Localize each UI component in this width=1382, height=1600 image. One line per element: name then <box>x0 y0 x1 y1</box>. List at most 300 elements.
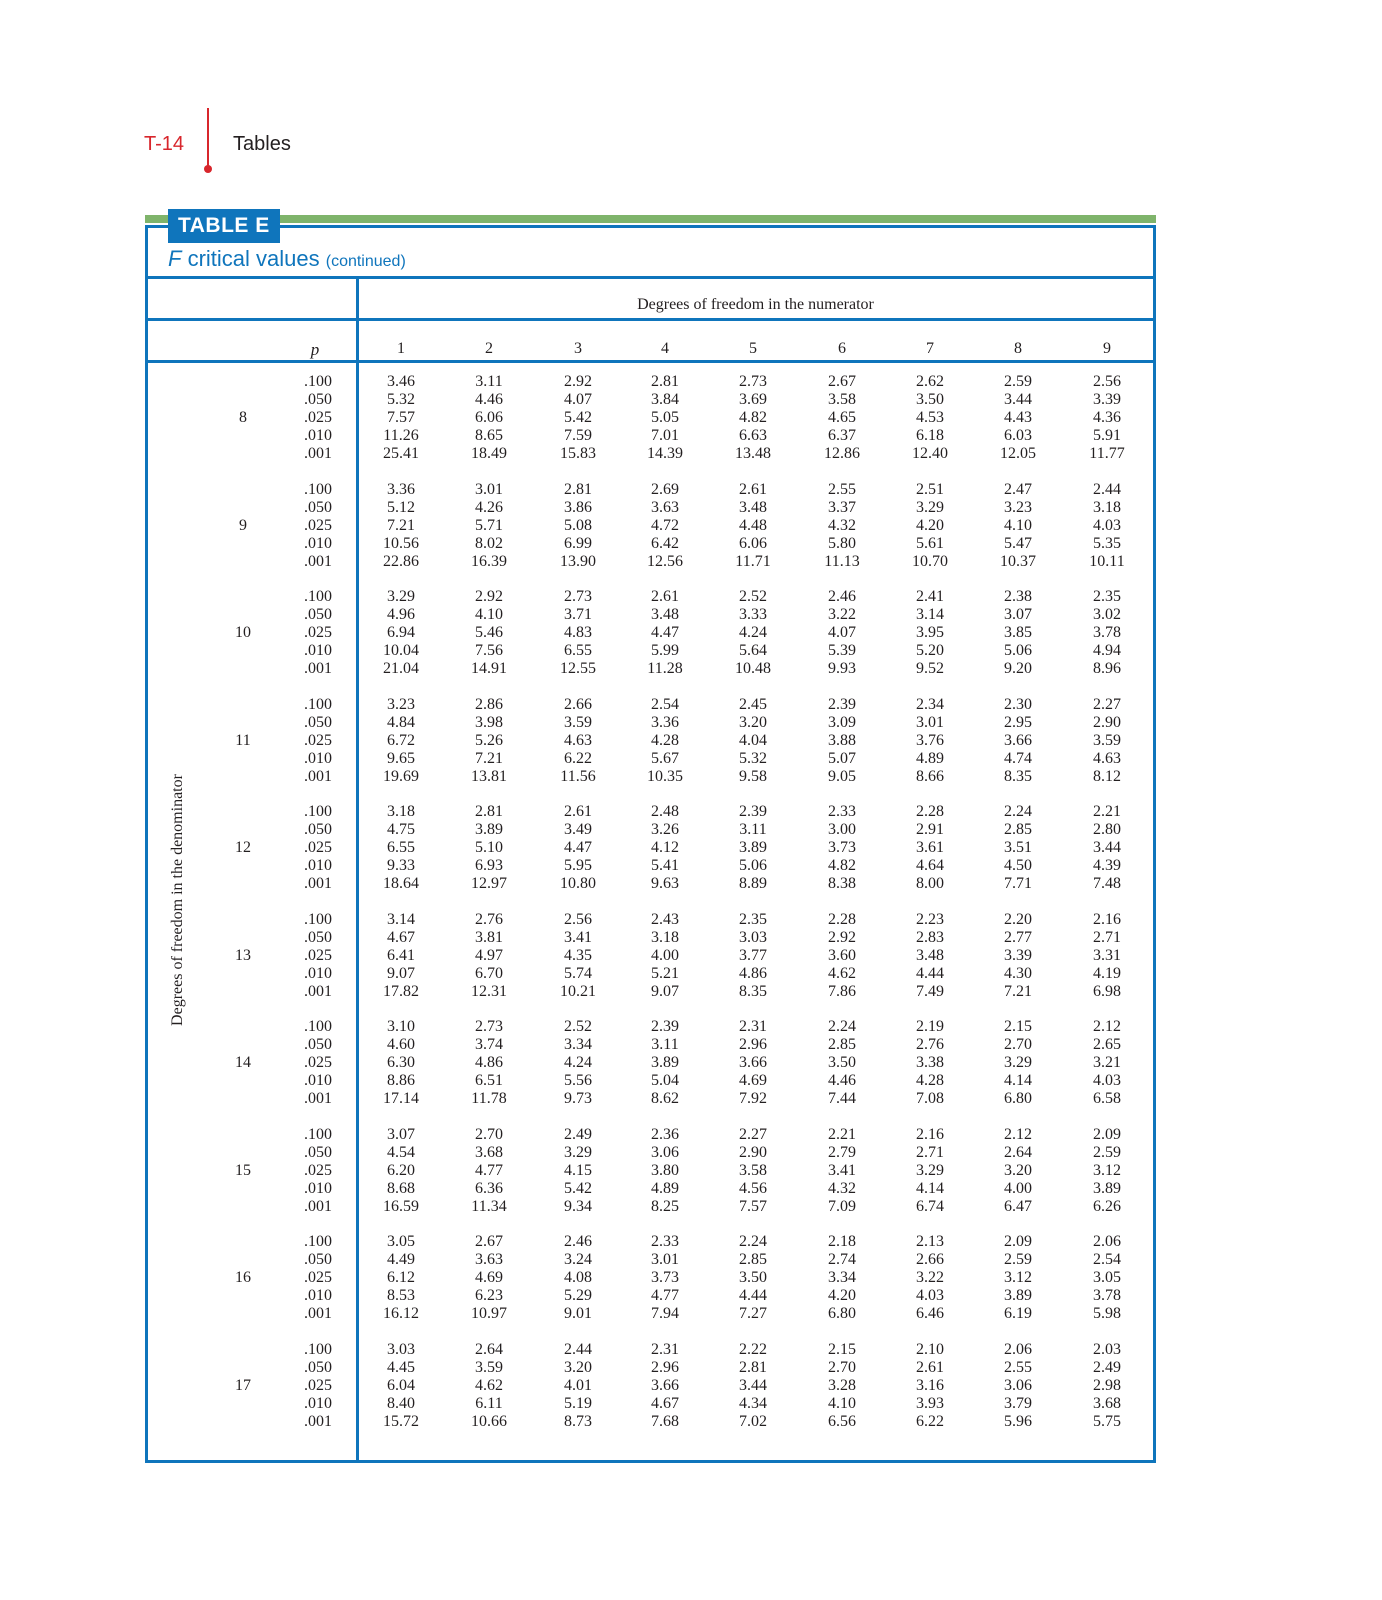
f-value-cell: 5.64 <box>739 642 767 659</box>
f-value-cell: 2.13 <box>916 1233 944 1250</box>
f-value-cell: 4.89 <box>916 749 944 767</box>
f-value-cell: 3.85 <box>1004 624 1032 641</box>
f-value-cell: 2.10 <box>916 1340 944 1358</box>
f-value-cell: 13.81 <box>471 767 507 785</box>
p-value: .001 <box>304 1197 332 1215</box>
f-value-cell: 4.24 <box>739 624 767 641</box>
f-value-cell: 3.48 <box>916 946 944 964</box>
p-value: .050 <box>304 1143 332 1161</box>
f-value-cell: 19.69 <box>383 767 419 785</box>
f-value-cell: 4.47 <box>564 839 592 856</box>
f-value-cell: 4.26 <box>475 498 503 516</box>
p-value: .001 <box>304 1305 332 1322</box>
f-value-cell: 2.69 <box>651 480 679 498</box>
p-value: .010 <box>304 1179 332 1197</box>
f-value-cell: 12.86 <box>824 445 860 462</box>
f-value-cell: 5.32 <box>387 391 415 408</box>
f-value-cell: 4.77 <box>475 1161 503 1179</box>
f-value-cell: 4.08 <box>564 1269 592 1286</box>
f-value-cell: 5.41 <box>651 857 679 874</box>
column-header-4: 4 <box>661 340 669 357</box>
f-value-cell: 7.09 <box>828 1197 856 1215</box>
f-value-cell: 5.42 <box>564 1179 592 1197</box>
f-value-cell: 4.62 <box>828 964 856 982</box>
f-value-cell: 5.74 <box>564 964 592 982</box>
f-value-cell: 9.07 <box>387 964 415 982</box>
f-value-cell: 6.46 <box>916 1305 944 1322</box>
f-value-cell: 2.06 <box>1093 1233 1121 1250</box>
f-value-cell: 2.39 <box>651 1018 679 1035</box>
p-value: .025 <box>304 1269 332 1286</box>
f-value-cell: 2.73 <box>475 1018 503 1035</box>
f-value-cell: 9.63 <box>651 875 679 892</box>
f-value-cell: 2.16 <box>1093 910 1121 928</box>
table-accent-bar <box>145 215 1156 223</box>
f-value-cell: 12.56 <box>647 552 683 570</box>
f-value-cell: 3.93 <box>916 1394 944 1412</box>
p-value: .100 <box>304 803 332 820</box>
f-value-cell: 5.98 <box>1093 1305 1121 1322</box>
column-header-5: 5 <box>749 340 757 357</box>
f-value-cell: 7.21 <box>475 749 503 767</box>
f-value-cell: 10.21 <box>560 982 596 1000</box>
f-value-cell: 7.44 <box>828 1090 856 1107</box>
f-value-cell: 4.53 <box>916 409 944 426</box>
f-value-cell: 3.88 <box>828 731 856 749</box>
f-value-cell: 2.28 <box>916 803 944 820</box>
f-value-cell: 3.29 <box>1004 1054 1032 1071</box>
f-value-cell: 2.80 <box>1093 821 1121 838</box>
f-value-cell: 11.13 <box>824 552 860 570</box>
f-value-cell: 3.29 <box>916 1161 944 1179</box>
f-value-cell: 3.23 <box>1004 498 1032 516</box>
p-value: .001 <box>304 875 332 892</box>
f-value-cell: 2.31 <box>651 1340 679 1358</box>
f-value-cell: 2.83 <box>916 928 944 946</box>
f-value-cell: 6.23 <box>475 1287 503 1304</box>
f-value-cell: 2.81 <box>739 1358 767 1376</box>
f-value-cell: 8.62 <box>651 1090 679 1107</box>
f-value-cell: 2.06 <box>1004 1340 1032 1358</box>
numerator-rule <box>145 318 1156 321</box>
f-value-cell: 4.63 <box>564 731 592 749</box>
f-value-cell: 2.39 <box>739 803 767 820</box>
numerator-header: Degrees of freedom in the numerator <box>637 296 874 313</box>
f-value-cell: 3.01 <box>475 480 503 498</box>
f-value-cell: 2.85 <box>828 1036 856 1053</box>
f-value-cell: 5.71 <box>475 516 503 534</box>
f-value-cell: 10.56 <box>383 534 419 552</box>
f-value-cell: 25.41 <box>383 445 419 462</box>
f-value-cell: 7.01 <box>651 427 679 444</box>
f-value-cell: 5.47 <box>1004 534 1032 552</box>
f-value-cell: 14.91 <box>471 660 507 677</box>
f-value-cell: 3.51 <box>1004 839 1032 856</box>
f-value-cell: 2.33 <box>828 803 856 820</box>
f-value-cell: 2.48 <box>651 803 679 820</box>
f-value-cell: 2.45 <box>739 695 767 713</box>
f-value-cell: 2.38 <box>1004 588 1032 605</box>
denominator-df: 16 <box>235 1269 251 1286</box>
p-value: .050 <box>304 821 332 838</box>
f-value-cell: 8.35 <box>739 982 767 1000</box>
f-value-cell: 4.39 <box>1093 857 1121 874</box>
f-value-cell: 4.83 <box>564 624 592 641</box>
p-value: .100 <box>304 373 332 390</box>
f-value-cell: 6.19 <box>1004 1305 1032 1322</box>
f-value-cell: 2.73 <box>739 373 767 390</box>
f-value-cell: 2.70 <box>475 1125 503 1143</box>
f-value-cell: 8.35 <box>1004 767 1032 785</box>
f-value-cell: 3.07 <box>387 1125 415 1143</box>
f-value-cell: 3.59 <box>1093 731 1121 749</box>
f-value-cell: 3.18 <box>651 928 679 946</box>
f-value-cell: 2.79 <box>828 1143 856 1161</box>
f-value-cell: 2.19 <box>916 1018 944 1035</box>
f-value-cell: 22.86 <box>383 552 419 570</box>
f-value-cell: 2.46 <box>828 588 856 605</box>
f-value-cell: 6.72 <box>387 731 415 749</box>
f-value-cell: 4.03 <box>1093 1072 1121 1089</box>
f-value-cell: 2.21 <box>828 1125 856 1143</box>
f-value-cell: 5.19 <box>564 1394 592 1412</box>
f-value-cell: 4.63 <box>1093 749 1121 767</box>
p-value: .025 <box>304 839 332 856</box>
f-value-cell: 2.33 <box>651 1233 679 1250</box>
f-value-cell: 12.55 <box>560 660 596 677</box>
f-value-cell: 2.12 <box>1093 1018 1121 1035</box>
f-value-cell: 5.06 <box>1004 642 1032 659</box>
f-value-cell: 4.69 <box>739 1072 767 1089</box>
p-value: .050 <box>304 498 332 516</box>
f-value-cell: 2.12 <box>1004 1125 1032 1143</box>
f-value-cell: 8.53 <box>387 1287 415 1304</box>
f-value-cell: 7.48 <box>1093 875 1121 892</box>
f-value-cell: 5.04 <box>651 1072 679 1089</box>
p-value: .001 <box>304 767 332 785</box>
p-value: .001 <box>304 1090 332 1107</box>
f-value-cell: 2.55 <box>828 480 856 498</box>
row-label-divider <box>356 278 359 1460</box>
f-value-cell: 3.22 <box>828 606 856 623</box>
f-value-cell: 2.61 <box>651 588 679 605</box>
f-value-cell: 5.08 <box>564 516 592 534</box>
f-value-cell: 4.14 <box>1004 1072 1032 1089</box>
f-value-cell: 3.73 <box>828 839 856 856</box>
f-value-cell: 2.16 <box>916 1125 944 1143</box>
f-value-cell: 8.00 <box>916 875 944 892</box>
f-value-cell: 4.94 <box>1093 642 1121 659</box>
f-value-cell: 4.43 <box>1004 409 1032 426</box>
f-value-cell: 6.36 <box>475 1179 503 1197</box>
f-value-cell: 16.59 <box>383 1197 419 1215</box>
f-value-cell: 13.48 <box>735 445 771 462</box>
f-value-cell: 3.59 <box>475 1358 503 1376</box>
column-header-7: 7 <box>926 340 934 357</box>
f-value-cell: 3.50 <box>739 1269 767 1286</box>
f-value-cell: 7.94 <box>651 1305 679 1322</box>
p-value: .001 <box>304 552 332 570</box>
f-value-cell: 3.07 <box>1004 606 1032 623</box>
f-value-cell: 3.12 <box>1093 1161 1121 1179</box>
f-value-cell: 4.46 <box>475 391 503 408</box>
f-value-cell: 12.05 <box>1000 445 1036 462</box>
f-value-cell: 10.97 <box>471 1305 507 1322</box>
f-value-cell: 8.12 <box>1093 767 1121 785</box>
f-value-cell: 2.61 <box>916 1358 944 1376</box>
f-value-cell: 2.71 <box>916 1143 944 1161</box>
f-value-cell: 6.63 <box>739 427 767 444</box>
f-value-cell: 3.21 <box>1093 1054 1121 1071</box>
f-value-cell: 8.86 <box>387 1072 415 1089</box>
f-value-cell: 3.36 <box>387 480 415 498</box>
p-value: .100 <box>304 1125 332 1143</box>
f-value-cell: 3.26 <box>651 821 679 838</box>
f-value-cell: 2.41 <box>916 588 944 605</box>
f-value-cell: 5.12 <box>387 498 415 516</box>
f-value-cell: 4.35 <box>564 946 592 964</box>
f-value-cell: 2.46 <box>564 1233 592 1250</box>
f-value-cell: 2.52 <box>564 1018 592 1035</box>
f-value-cell: 16.12 <box>383 1305 419 1322</box>
f-value-cell: 4.86 <box>475 1054 503 1071</box>
f-value-cell: 9.05 <box>828 767 856 785</box>
f-value-cell: 4.24 <box>564 1054 592 1071</box>
f-value-cell: 10.48 <box>735 660 771 677</box>
f-value-cell: 2.52 <box>739 588 767 605</box>
f-value-cell: 5.29 <box>564 1287 592 1304</box>
p-value: .050 <box>304 391 332 408</box>
f-value-cell: 3.68 <box>475 1143 503 1161</box>
caption-rule <box>145 276 1156 279</box>
f-value-cell: 9.73 <box>564 1090 592 1107</box>
f-value-cell: 4.77 <box>651 1287 679 1304</box>
f-value-cell: 2.54 <box>651 695 679 713</box>
f-value-cell: 2.70 <box>828 1358 856 1376</box>
f-value-cell: 3.29 <box>564 1143 592 1161</box>
f-value-cell: 6.93 <box>475 857 503 874</box>
f-value-cell: 3.76 <box>916 731 944 749</box>
f-value-cell: 5.75 <box>1093 1412 1121 1430</box>
f-value-cell: 4.75 <box>387 821 415 838</box>
f-value-cell: 2.28 <box>828 910 856 928</box>
f-value-cell: 7.21 <box>1004 982 1032 1000</box>
f-value-cell: 11.34 <box>471 1197 507 1215</box>
f-value-cell: 3.50 <box>828 1054 856 1071</box>
f-value-cell: 11.26 <box>383 427 419 444</box>
p-value: .100 <box>304 588 332 605</box>
f-value-cell: 4.56 <box>739 1179 767 1197</box>
f-value-cell: 6.80 <box>828 1305 856 1322</box>
f-value-cell: 4.28 <box>651 731 679 749</box>
f-value-cell: 2.98 <box>1093 1376 1121 1394</box>
f-value-cell: 4.07 <box>564 391 592 408</box>
f-value-cell: 4.00 <box>651 946 679 964</box>
f-value-cell: 17.82 <box>383 982 419 1000</box>
p-value: .100 <box>304 1018 332 1035</box>
f-value-cell: 10.66 <box>471 1412 507 1430</box>
f-value-cell: 3.09 <box>828 713 856 731</box>
f-value-cell: 5.06 <box>739 857 767 874</box>
f-value-cell: 9.65 <box>387 749 415 767</box>
f-value-cell: 3.16 <box>916 1376 944 1394</box>
p-value: .050 <box>304 606 332 623</box>
f-value-cell: 2.61 <box>564 803 592 820</box>
f-value-cell: 10.11 <box>1089 552 1125 570</box>
f-value-cell: 3.78 <box>1093 624 1121 641</box>
header-divider-dot <box>204 165 212 173</box>
f-value-cell: 3.44 <box>1093 839 1121 856</box>
f-value-cell: 16.39 <box>471 552 507 570</box>
f-value-cell: 7.68 <box>651 1412 679 1430</box>
denominator-df: 12 <box>235 839 251 856</box>
f-value-cell: 4.50 <box>1004 857 1032 874</box>
f-value-cell: 4.67 <box>387 928 415 946</box>
f-value-cell: 2.23 <box>916 910 944 928</box>
denominator-label: Degrees of freedom in the denominator <box>169 774 186 1026</box>
f-value-cell: 3.11 <box>651 1036 679 1053</box>
f-value-cell: 5.96 <box>1004 1412 1032 1430</box>
f-value-cell: 8.96 <box>1093 660 1121 677</box>
f-value-cell: 2.35 <box>739 910 767 928</box>
page-number: T-14 <box>144 133 185 155</box>
f-value-cell: 6.26 <box>1093 1197 1121 1215</box>
f-value-cell: 4.01 <box>564 1376 592 1394</box>
f-value-cell: 3.05 <box>1093 1269 1121 1286</box>
p-value: .010 <box>304 1072 332 1089</box>
f-value-cell: 3.98 <box>475 713 503 731</box>
column-header-2: 2 <box>485 340 493 357</box>
f-value-cell: 6.58 <box>1093 1090 1121 1107</box>
p-value: .025 <box>304 409 332 426</box>
f-value-cell: 4.62 <box>475 1376 503 1394</box>
f-value-cell: 3.37 <box>828 498 856 516</box>
f-value-cell: 3.33 <box>739 606 767 623</box>
f-value-cell: 2.51 <box>916 480 944 498</box>
f-value-cell: 7.02 <box>739 1412 767 1430</box>
f-value-cell: 2.35 <box>1093 588 1121 605</box>
f-value-cell: 5.80 <box>828 534 856 552</box>
f-value-cell: 3.80 <box>651 1161 679 1179</box>
p-value: .050 <box>304 1036 332 1053</box>
f-value-cell: 5.20 <box>916 642 944 659</box>
f-value-cell: 2.92 <box>564 373 592 390</box>
f-value-cell: 5.26 <box>475 731 503 749</box>
f-value-cell: 2.90 <box>1093 713 1121 731</box>
denominator-df: 17 <box>235 1376 251 1394</box>
f-value-cell: 3.66 <box>739 1054 767 1071</box>
f-value-cell: 8.68 <box>387 1179 415 1197</box>
f-value-cell: 2.91 <box>916 821 944 838</box>
f-value-cell: 2.18 <box>828 1233 856 1250</box>
f-value-cell: 4.04 <box>739 731 767 749</box>
f-value-cell: 3.95 <box>916 624 944 641</box>
f-value-cell: 3.22 <box>916 1269 944 1286</box>
f-value-cell: 4.60 <box>387 1036 415 1053</box>
f-value-cell: 4.14 <box>916 1179 944 1197</box>
f-value-cell: 11.71 <box>735 552 771 570</box>
f-value-cell: 3.89 <box>651 1054 679 1071</box>
f-value-cell: 4.03 <box>1093 516 1121 534</box>
f-value-cell: 2.92 <box>828 928 856 946</box>
f-value-cell: 2.20 <box>1004 910 1032 928</box>
f-value-cell: 4.03 <box>916 1287 944 1304</box>
page-header <box>0 0 1382 200</box>
f-value-cell: 3.48 <box>651 606 679 623</box>
f-value-cell: 4.74 <box>1004 749 1032 767</box>
f-value-cell: 7.71 <box>1004 875 1032 892</box>
f-value-cell: 2.62 <box>916 373 944 390</box>
table-label: TABLE E <box>168 209 280 243</box>
f-value-cell: 10.04 <box>383 642 419 659</box>
f-value-cell: 2.59 <box>1004 373 1032 390</box>
f-value-cell: 9.01 <box>564 1305 592 1322</box>
f-value-cell: 11.28 <box>647 660 683 677</box>
f-value-cell: 6.51 <box>475 1072 503 1089</box>
f-value-cell: 2.74 <box>828 1251 856 1268</box>
f-value-cell: 6.42 <box>651 534 679 552</box>
f-value-cell: 2.59 <box>1093 1143 1121 1161</box>
f-value-cell: 12.31 <box>471 982 507 1000</box>
f-value-cell: 3.00 <box>828 821 856 838</box>
f-value-cell: 3.24 <box>564 1251 592 1268</box>
f-value-cell: 2.09 <box>1004 1233 1032 1250</box>
denominator-df: 10 <box>235 624 251 641</box>
f-value-cell: 7.57 <box>387 409 415 426</box>
f-value-cell: 4.32 <box>828 516 856 534</box>
f-value-cell: 2.21 <box>1093 803 1121 820</box>
f-value-cell: 6.22 <box>564 749 592 767</box>
p-value: .001 <box>304 660 332 677</box>
f-value-cell: 14.39 <box>647 445 683 462</box>
f-value-cell: 2.95 <box>1004 713 1032 731</box>
f-value-cell: 6.30 <box>387 1054 415 1071</box>
f-value-cell: 3.69 <box>739 391 767 408</box>
f-value-cell: 6.98 <box>1093 982 1121 1000</box>
f-value-cell: 4.67 <box>651 1394 679 1412</box>
f-value-cell: 2.64 <box>475 1340 503 1358</box>
f-value-cell: 9.20 <box>1004 660 1032 677</box>
denominator-df: 13 <box>235 946 251 964</box>
f-value-cell: 3.41 <box>564 928 592 946</box>
f-value-cell: 2.27 <box>739 1125 767 1143</box>
f-value-cell: 4.49 <box>387 1251 415 1268</box>
f-value-cell: 11.78 <box>471 1090 507 1107</box>
f-value-cell: 2.96 <box>739 1036 767 1053</box>
f-value-cell: 3.39 <box>1004 946 1032 964</box>
denominator-df: 8 <box>239 409 247 426</box>
f-value-cell: 5.95 <box>564 857 592 874</box>
f-value-cell: 6.70 <box>475 964 503 982</box>
f-value-cell: 3.10 <box>387 1018 415 1035</box>
f-value-cell: 6.55 <box>387 839 415 856</box>
f-value-cell: 4.10 <box>828 1394 856 1412</box>
f-value-cell: 2.49 <box>1093 1358 1121 1376</box>
p-value: .001 <box>304 445 332 462</box>
f-value-cell: 9.52 <box>916 660 944 677</box>
f-value-cell: 6.94 <box>387 624 415 641</box>
f-value-cell: 5.99 <box>651 642 679 659</box>
f-value-cell: 2.43 <box>651 910 679 928</box>
p-value: .010 <box>304 534 332 552</box>
f-value-cell: 5.39 <box>828 642 856 659</box>
column-header-6: 6 <box>838 340 846 357</box>
p-value: .010 <box>304 642 332 659</box>
f-value-cell: 3.44 <box>1004 391 1032 408</box>
f-value-cell: 3.01 <box>651 1251 679 1268</box>
f-value-cell: 2.81 <box>651 373 679 390</box>
f-value-cell: 3.39 <box>1093 391 1121 408</box>
